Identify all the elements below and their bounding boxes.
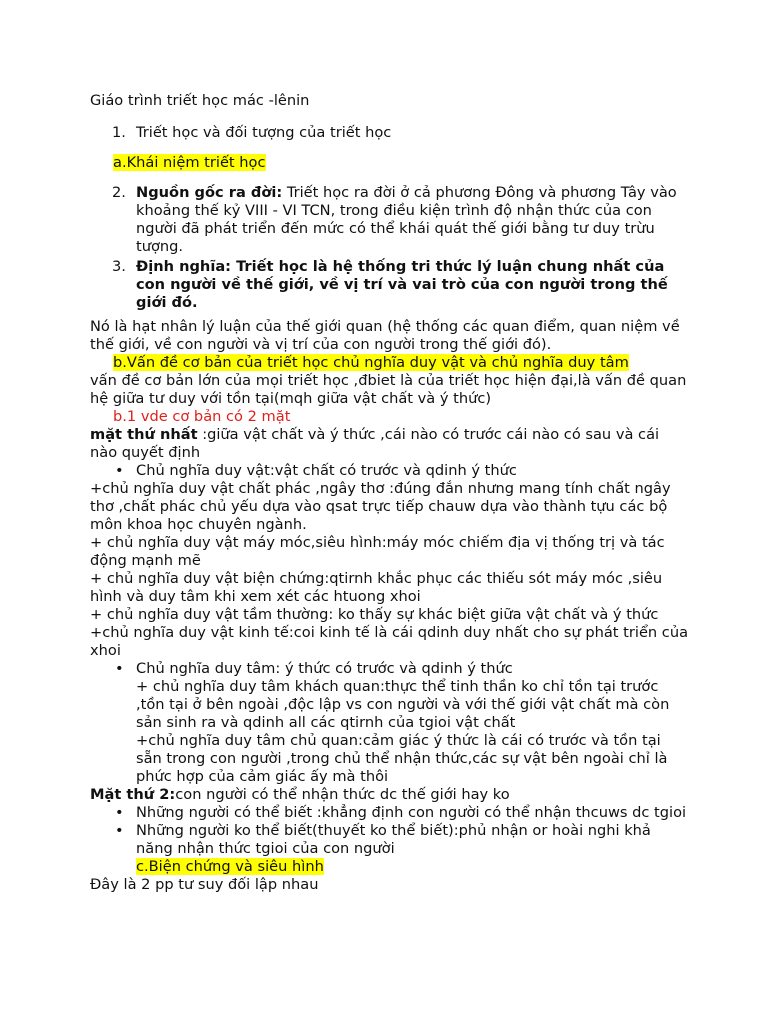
paragraph-basic-question: vấn đề cơ bản lớn của mọi triết học ,đbiet là của triết học hiện đại,là vấn đề quan hệ giữa tư duy với tồn tại(mqh giữa vật chất và ý thức) <box>90 372 687 407</box>
materialism-line: + chủ nghĩa duy vật máy móc,siêu hình:máy móc chiếm địa vị thống trị và tác động mạnh mẽ <box>90 534 665 569</box>
bullet-idealism <box>90 660 690 678</box>
item-text: Định nghĩa: Triết học là hệ thống tri thức lý luận chung nhất của con người về thế giới, về vị trí và vai trò của con người trong thế giới đó. <box>136 258 668 311</box>
bullet-unknowable <box>90 822 690 858</box>
bullet-icon: • <box>115 462 124 479</box>
bullet-text: Chủ nghĩa duy tâm: ý thức có trước và qdinh ý thức <box>136 660 513 677</box>
item-text: Triết học ra đời ở cả phương Đông và phương Tây vào khoảng thế kỷ VIII - VI TCN, trong điều kiện trình độ nhận thức của con người đã phát triển đến mức có thể khái quát thế giới bằng tư duy trừu tượng. <box>136 184 677 255</box>
materialism-line: +chủ nghĩa duy vật chất phác ,ngây thơ :đúng đắn nhưng mang tính chất ngây thơ ,chất phác chủ yếu dựa vào qsat trực tiếp chauw dựa vào thành tựu các bộ môn khoa học chuyên ngành. <box>90 480 671 533</box>
side-two <box>90 786 690 804</box>
item-number: 3. <box>112 258 126 275</box>
idealism-line: +chủ nghĩa duy tâm chủ quan:cảm giác ý thức là cái có trước và tồn tại sẵn trong con người ,trong chủ thể nhận thức,các sự vật bên ngoài chỉ là phức hợp của cảm giác ấy mà thôi <box>136 732 668 785</box>
bullet-materialism <box>90 462 690 480</box>
paragraph-last: Đây là 2 pp tư suy đối lập nhau <box>90 876 319 893</box>
document-title: Giáo trình triết học mác -lênin <box>90 92 310 109</box>
side-two-label: Mặt thứ 2: <box>90 786 176 803</box>
heading-b1: b.1 vde cơ bản có 2 mặt <box>113 408 291 425</box>
side-one-label: mặt thứ nhất <box>90 426 198 443</box>
item-number: 1. <box>112 124 126 141</box>
highlight-text: c.Biện chứng và siêu hình <box>136 858 324 875</box>
bullet-icon: • <box>115 804 124 821</box>
document-body <box>90 92 690 894</box>
item-text: Triết học và đối tượng của triết học <box>136 124 392 141</box>
side-one-text: :giữa vật chất và ý thức ,cái nào có trước cái nào có sau và cái nào quyết định <box>90 426 660 461</box>
side-one <box>90 426 690 462</box>
numbered-item-3 <box>90 258 690 312</box>
item-number: 2. <box>112 184 126 201</box>
bullet-text: Những người ko thể biết(thuyết ko thể biết):phủ nhận or hoài nghi khả năng nhận thức tgioi của con người <box>136 822 651 857</box>
highlight-text: b.Vấn đề cơ bản của triết học chủ nghĩa duy vật và chủ nghĩa duy tâm <box>113 354 629 371</box>
heading-a <box>90 154 690 172</box>
idealism-line: + chủ nghĩa duy tâm khách quan:thực thể tinh thần ko chỉ tồn tại trước ,tồn tại ở bên ngoài ,độc lập vs con người và với thế giới vật chất mà còn sản sinh ra và qdinh all các qtirnh của tgioi vật chất <box>136 678 670 731</box>
materialism-line: +chủ nghĩa duy vật kinh tế:coi kinh tế là cái qdinh duy nhất cho sự phát triển của xhoi <box>90 624 689 659</box>
bullet-knowable <box>90 804 690 822</box>
heading-c <box>90 858 690 876</box>
paragraph-nucleus: Nó là hạt nhân lý luận của thế giới quan (hệ thống các quan điểm, quan niệm về thế giới, về con người và vị trí của con người trong thế giới đó). <box>90 318 680 353</box>
bullet-text: Những người có thể biết :khẳng định con người có thể nhận thcuws dc tgioi <box>136 804 687 821</box>
highlight-text: a.Khái niệm triết học <box>113 154 266 171</box>
bullet-icon: • <box>115 660 124 677</box>
materialism-line: + chủ nghĩa duy vật tầm thường: ko thấy sự khác biệt giữa vật chất và ý thức <box>90 606 659 623</box>
materialism-line: + chủ nghĩa duy vật biện chứng:qtirnh khắc phục các thiếu sót máy móc ,siêu hình và duy tâm khi xem xét các htuong xhoi <box>90 570 663 605</box>
numbered-item-2 <box>90 184 690 256</box>
bullet-icon: • <box>115 822 124 839</box>
heading-b <box>90 354 690 372</box>
bullet-text: Chủ nghĩa duy vật:vật chất có trước và qdinh ý thức <box>136 462 517 479</box>
numbered-item-1 <box>90 124 690 142</box>
item-bold-lead: Nguồn gốc ra đời: <box>136 184 283 201</box>
side-two-text: con người có thể nhận thức dc thế giới hay ko <box>175 786 510 803</box>
